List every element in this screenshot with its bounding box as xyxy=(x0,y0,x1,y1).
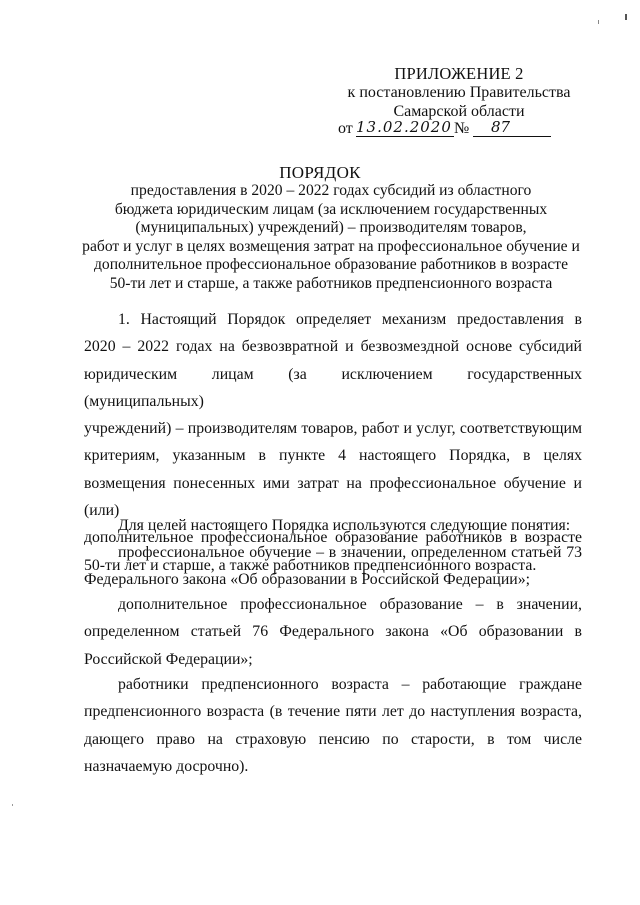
paragraph-line: дополнительное профессиональное образование работников в возрасте xyxy=(84,529,582,547)
paragraph-line: предпенсионного возраста (в течение пяти лет до наступления возраста, xyxy=(84,703,582,721)
paragraph-line: 1. Настоящий Порядок определяет механизм предоставления в xyxy=(118,311,582,328)
paragraph-line: 50-ти лет и старше, а также работников предпенсионного возраста. xyxy=(84,556,537,574)
decree-date: 13.02.2020 xyxy=(356,116,454,137)
appendix-header xyxy=(334,64,584,121)
decree-number: 87 xyxy=(473,116,551,137)
appendix-line: Самарской области xyxy=(393,103,525,120)
subtitle-line: предоставления в 2020 – 2022 годах субсидий из областного xyxy=(130,182,532,199)
paragraph-3 xyxy=(84,539,582,594)
paragraph-line: работники предпенсионного возраста – работающие граждане xyxy=(118,676,582,693)
appendix-title: ПРИЛОЖЕНИЕ 2 xyxy=(394,64,524,83)
paragraph-line: дающего право на страховую пенсию по старости, в том числе xyxy=(84,730,582,748)
paragraph-line: Для целей настоящего Порядка используются следующие понятия: xyxy=(118,517,571,534)
document-subtitle xyxy=(60,182,602,294)
paragraph-line: Российской Федерации»; xyxy=(84,650,253,668)
subtitle-line: работ и услуг в целях возмещения затрат на профессиональное обучение и xyxy=(82,237,580,255)
paragraph-line: учреждений) – производителям товаров, работ и услуг, соответствующим xyxy=(84,420,582,438)
scan-speck xyxy=(12,804,13,806)
paragraph-line: Федерального закона «Об образовании в Российской Федерации»; xyxy=(84,571,531,589)
document-title: ПОРЯДОК xyxy=(279,163,361,182)
paragraph-line: профессиональное обучение – в значении, определенном статьей 73 xyxy=(118,544,582,561)
subtitle-line: дополнительное профессиональное образование работников в возрасте xyxy=(93,256,569,274)
subtitle-line: 50-ти лет и старше, а также работников предпенсионного возраста xyxy=(109,274,553,292)
decree-date-line xyxy=(338,119,558,141)
number-label: № xyxy=(454,120,470,137)
paragraph-line: 2020 – 2022 годах на безвозвратной и безвозмездной основе субсидий xyxy=(84,338,582,356)
paragraph-4 xyxy=(84,591,582,673)
paragraph-line: юридическим лицам (за исключением государственных (муниципальных) xyxy=(84,365,582,410)
paragraph-line: определенном статьей 76 Федерального закона «Об образовании в xyxy=(84,623,582,641)
subtitle-line: (муниципальных) учреждений) – производителям товаров, xyxy=(135,219,527,237)
scan-speck xyxy=(598,20,599,24)
appendix-line: к постановлению Правительства xyxy=(347,84,571,101)
scan-speck xyxy=(625,14,627,20)
paragraph-2 xyxy=(84,512,582,539)
date-prefix: от xyxy=(338,120,353,137)
paragraph-line: возмещения понесенных ими затрат на профессиональное обучение и (или) xyxy=(84,474,582,520)
paragraph-line: критериям, указанным в пункте 4 настоящего Порядка, в целях xyxy=(84,447,582,465)
paragraph-line: дополнительное профессиональное образование – в значении, xyxy=(118,596,582,613)
subtitle-line: бюджета юридическим лицам (за исключением государственных xyxy=(114,200,548,218)
paragraph-line: назначаемую досрочно). xyxy=(84,757,249,775)
paragraph-5 xyxy=(84,671,582,780)
